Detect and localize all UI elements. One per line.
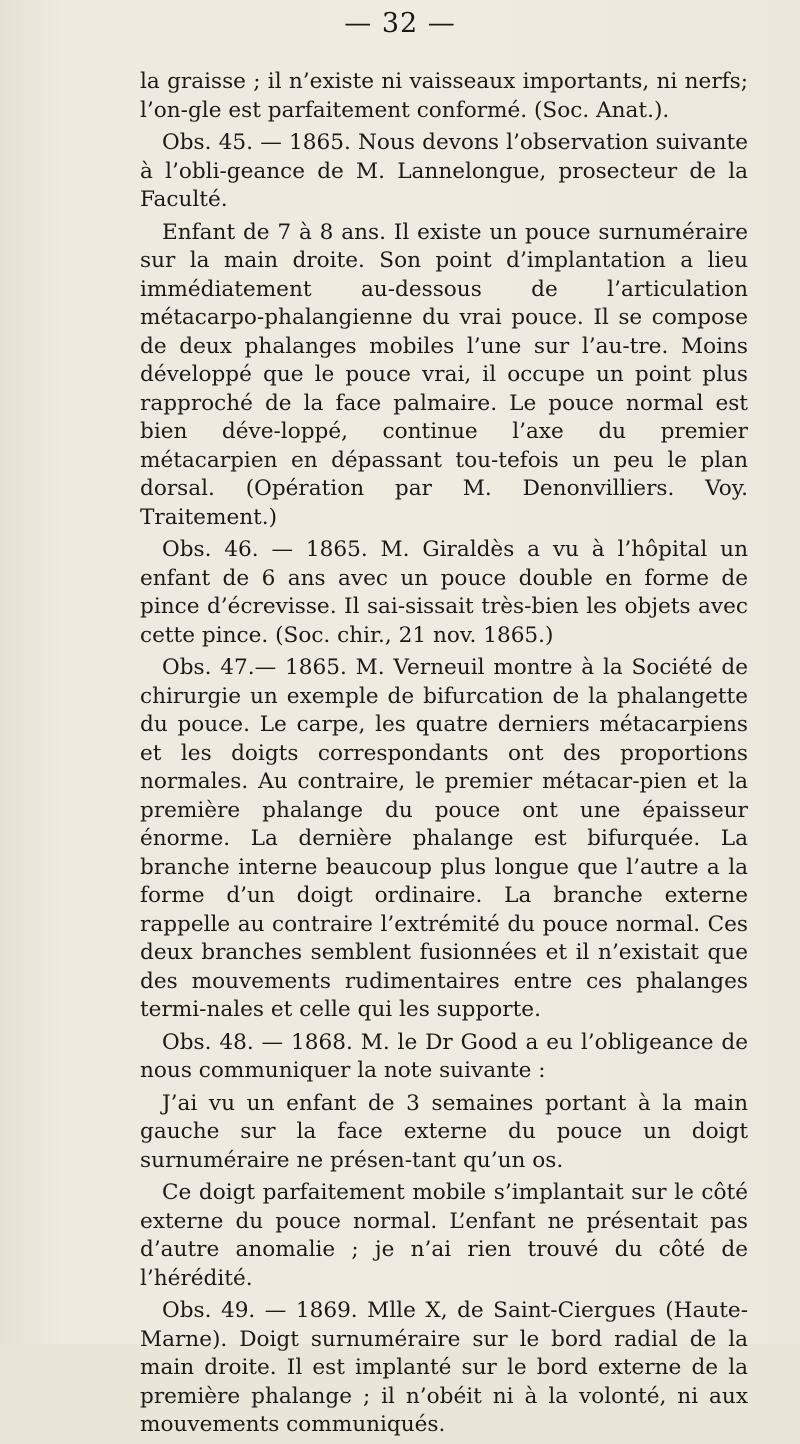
paragraph-obs-47: Obs. 47.— 1865. M. Verneuil montre à la Société de chirurgie un exemple de bifurcation de la phalangette du pouce. Le carpe, les quatre derniers métacarpiens et les doigts correspondants ont des proportions normales. Au contraire, le premier métacar-pien et la première phalange du pouce ont une épaisseur énorme. La dernière phalange est bifurquée. La branche interne beaucoup plus longue que l’autre a la forme d’un doigt ordinaire. La branche externe rappelle au contraire l’extrémité du pouce normal. Ces deux branches semblent fusionnées et il n’existait que des mouvements rudimentaires entre ces phalanges termi-nales et celle qui les supporte. — [140, 655, 748, 1022]
paragraph-obs-46: Obs. 46. — 1865. M. Giraldès a vu à l’hôpital un enfant de 6 ans avec un pouce double en forme de pince d’écrevisse. Il sai-sissait très-bien les objets avec cette pince. (Soc. chir., 21 nov. 1865.) — [140, 537, 748, 648]
paragraph-obs-49: Obs. 49. — 1869. Mlle X, de Saint-Ciergues (Haute-Marne). Doigt surnuméraire sur le bord radial de la main droite. Il est implanté sur le bord externe de la première phalange ; il n’obéit ni à la volonté, ni aux mouvements communiqués. — [140, 1298, 748, 1437]
paragraph-obs-45: Obs. 45. — 1865. Nous devons l’observation suivante à l’obli-geance de M. Lannelongue, prosecteur de la Faculté. — [140, 130, 748, 212]
paragraph-obs-48-note-continued: Ce doigt parfaitement mobile s’implantait sur le côté externe du pouce normal. L’enfant ne présentait pas d’autre anomalie ; je n’ai rien trouvé du côté de l’hérédité. — [140, 1180, 748, 1291]
paragraph-continuation: la graisse ; il n’existe ni vaisseaux importants, ni nerfs; l’on-gle est parfaitement conformé. (Soc. Anat.). — [140, 69, 748, 123]
page-number: — 32 — — [344, 8, 456, 39]
paragraph-obs-45-description: Enfant de 7 à 8 ans. Il existe un pouce surnuméraire sur la main droite. Son point d’implantation a lieu immédiatement au-dessous de l’articulation métacarpo-phalangienne du vrai pouce. Il se compose de deux phalanges mobiles l’une sur l’au-tre. Moins développé que le pouce vrai, il occupe un point plus rapproché de la face palmaire. Le pouce normal est bien déve-loppé, continue l’axe du premier métacarpien en dépassant tou-tefois un peu le plan dorsal. (Opération par M. Denonvilliers. Voy. Traitement.) — [140, 219, 748, 530]
paragraph-obs-48-note: J’ai vu un enfant de 3 semaines portant à la main gauche sur la face externe du pouce un doigt surnuméraire ne présen-tant qu’un os. — [140, 1090, 748, 1173]
body-text — [140, 68, 748, 1444]
paragraph-obs-48: Obs. 48. — 1868. M. le Dr Good a eu l’obligeance de nous communiquer la note suivante : — [140, 1029, 748, 1083]
